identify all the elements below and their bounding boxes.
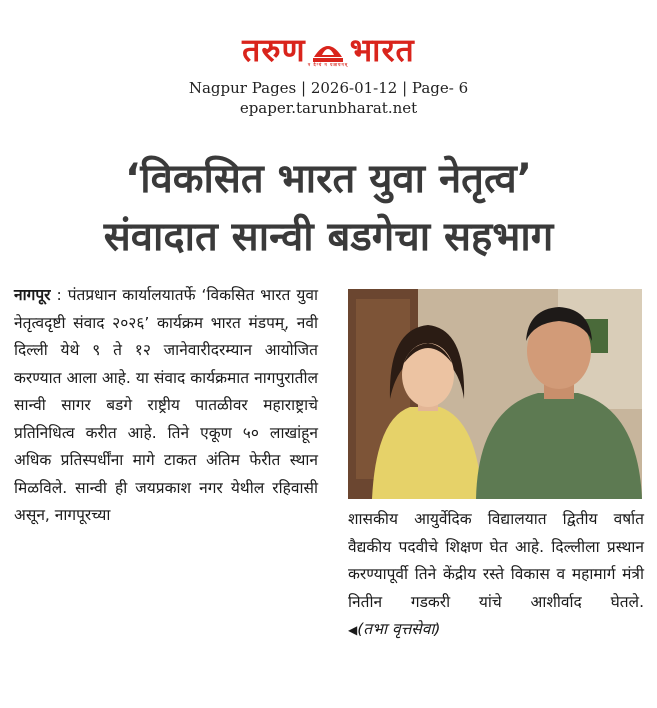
logo-text-left: तरुण bbox=[242, 31, 306, 69]
news-photo bbox=[348, 289, 642, 499]
lamp-emblem-icon bbox=[307, 33, 348, 67]
headline-line-1: ‘विकसित भारत युवा नेतृत्व’ bbox=[125, 156, 532, 202]
photo-illustration bbox=[348, 289, 642, 499]
dateline: नागपूर bbox=[14, 286, 51, 304]
logo-tagline: न दैन्यं न पलायनम् bbox=[307, 62, 348, 67]
triangle-marker-icon: ◀ bbox=[348, 623, 358, 637]
credit-text: (तभा वृत्तसेवा) bbox=[357, 620, 441, 638]
article-body-left-column bbox=[14, 282, 318, 530]
news-credit bbox=[348, 620, 440, 638]
body-text-right: शासकीय आयुर्वेदिक विद्यालयात द्वितीय वर्षात वैद्यकीय पदवीचे शिक्षण घेत आहे. दिल्लीला प्रस्थान करण्यापूर्वी तिने केंद्रीय रस्ते विकास व महामार्ग मंत्री नितीन गडकरी यांचे आशीर्वाद घेतले. bbox=[348, 510, 644, 611]
article-headline bbox=[0, 150, 657, 266]
article-body-right-column bbox=[348, 506, 644, 645]
logo-text-right: भारत bbox=[349, 31, 415, 69]
website-url: epaper.tarunbharat.net bbox=[239, 99, 418, 117]
headline-line-2: संवादात सान्वी बडगेचा सहभाग bbox=[103, 214, 554, 260]
publication-line: Nagpur Pages | 2026-01-12 | Page- 6 bbox=[188, 79, 469, 97]
body-text-left: : पंतप्रधान कार्यालयातर्फे ‘विकसित भारत युवा नेतृत्वदृष्टी संवाद २०२६’ कार्यक्रम भारत मंडपम्, नवी दिल्ली येथे ९ ते १२ जानेवारीदरम्यान आयोजित करण्यात आला आहे. या संवाद कार्यक्रमात नागपुरातील सान्वी सागर बडगे राष्ट्रीय पातळीवर महाराष्ट्राचे प्रतिनिधित्व करीत आहे. तिने एकूण ५० लाखांहून अधिक प्रतिस्पर्धींना मागे टाकत अंतिम फेरीत स्थान मिळविले. सान्वी ही जयप्रकाश नगर येथील रहिवासी असून, नागपूरच्या bbox=[14, 286, 318, 524]
publication-meta bbox=[0, 78, 657, 118]
masthead bbox=[0, 30, 657, 70]
newspaper-logo bbox=[242, 30, 415, 70]
